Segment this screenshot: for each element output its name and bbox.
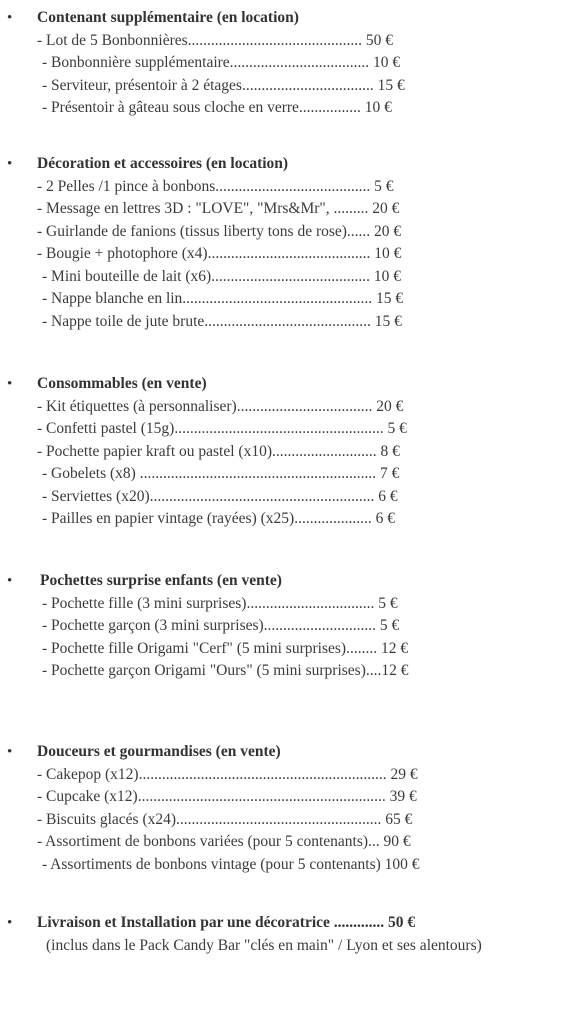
bullet: • <box>7 573 13 589</box>
list-item: - Gobelets (x8) ............................................................. 7 € <box>42 465 400 482</box>
section-title: Consommables (en vente) <box>37 375 207 392</box>
list-item: - Nappe toile de jute brute........................................... 15 € <box>42 312 402 330</box>
list-item: - Assortiments de bonbons vintage (pour 5 contenants) 100 € <box>42 855 420 873</box>
section-title: Pochettes surprise enfants (en vente) <box>40 572 282 589</box>
list-item: - Assortiment de bonbons variées (pour 5 contenants)... 90 € <box>37 833 411 850</box>
list-item: - Mini bouteille de lait (x6)......................................... 10 € <box>42 267 402 285</box>
list-item: - Message en lettres 3D : "LOVE", "Mrs&Mr", ......... 20 € <box>37 200 400 217</box>
list-item: - Pochette garçon Origami "Ours" (5 mini surprises)....12 € <box>42 662 409 679</box>
list-item: - Pochette papier kraft ou pastel (x10)........................... 8 € <box>37 442 400 460</box>
list-item: - Bonbonnière supplémentaire.................................... 10 € <box>42 54 401 71</box>
list-item: - Guirlande de fanions (tissus liberty tons de rose)...... 20 € <box>37 222 402 240</box>
list-item: - Présentoir à gâteau sous cloche en verre................ 10 € <box>42 99 392 116</box>
bullet: • <box>7 915 13 931</box>
list-item: - 2 Pelles /1 pince à bonbons........................................ 5 € <box>37 177 394 195</box>
section-contenant <box>7 7 405 120</box>
list-item: - Confetti pastel (15g)...................................................... 5 € <box>37 420 407 437</box>
list-item: - Biscuits glacés (x24)..................................................... 65 € <box>37 810 413 828</box>
list-item: - Cakepop (x12)................................................................ 29 € <box>37 765 418 783</box>
section-decoration <box>7 153 404 333</box>
list-item: - Serviettes (x20).......................................................... 6 € <box>42 487 398 505</box>
section-title: Contenant supplémentaire (en location) <box>37 9 299 26</box>
bullet: • <box>7 744 13 760</box>
section-pochettes-surprise <box>7 570 409 683</box>
section-title: Décoration et accessoires (en location) <box>37 155 289 172</box>
list-item: - Kit étiquettes (à personnaliser)................................... 20 € <box>37 397 404 415</box>
list-item: - Bougie + photophore (x4).......................................... 10 € <box>37 245 402 262</box>
bullet: • <box>7 156 13 172</box>
bullet: • <box>7 10 13 26</box>
section-douceurs <box>7 741 420 876</box>
section-livraison <box>7 912 516 957</box>
section-consommables <box>7 373 407 531</box>
section-title: Douceurs et gourmandises (en vente) <box>37 743 281 760</box>
list-item: - Lot de 5 Bonbonnières............................................. 50 € <box>37 31 394 49</box>
delivery-note: (inclus dans le Pack Candy Bar "clés en main" / Lyon et ses alentours) <box>46 936 482 954</box>
list-item: - Serviteur, présentoir à 2 étages.................................. 15 € <box>42 76 405 94</box>
section-title: Livraison et Installation par une décoratrice ............. 50 € <box>37 914 416 931</box>
bullet: • <box>7 376 13 392</box>
list-item: - Pailles en papier vintage (rayées) (x25).................... 6 € <box>42 510 395 527</box>
list-item: - Pochette fille (3 mini surprises)................................. 5 € <box>42 594 398 612</box>
list-item: - Cupcake (x12)................................................................ 39 € <box>37 788 417 805</box>
list-item: - Pochette fille Origami "Cerf" (5 mini surprises)........ 12 € <box>42 639 409 657</box>
list-item: - Nappe blanche en lin................................................. 15 € <box>42 290 404 307</box>
list-item: - Pochette garçon (3 mini surprises)............................. 5 € <box>42 617 400 634</box>
